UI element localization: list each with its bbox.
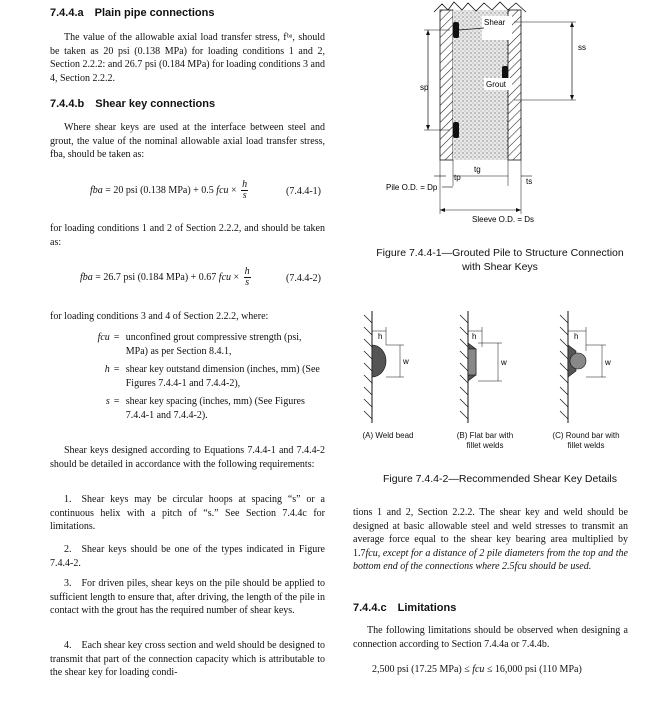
label-sp: sp [420,83,429,92]
limit-left: 2,500 psi (17.25 MPa) ≤ [372,664,473,675]
label-tg: tg [474,165,481,174]
def-equals: = [113,332,120,343]
paragraph-after-eq2: for loading conditions 3 and 4 of Section 2.2.2, where: [50,311,269,322]
equation-number-2: (7.4.4-2) [286,273,321,284]
eq1-times: × [228,184,240,196]
label-grout: Grout [486,80,507,89]
label-sleeve-od: Sleeve O.D. = Ds [472,215,535,224]
figure-1-caption-line-2: with Shear Keys [462,261,538,273]
eq1-numerator: h [242,179,248,190]
equation-number-1: (7.4.4-1) [286,186,321,197]
section-heading-7-4-4-a: 7.4.4.a Plain pipe connections [50,7,215,19]
paragraph-requirements: Shear keys designed according to Equations 7.4.4-1 and 7.4.4-2 should be detailed in accordance with the following requirements: [50,445,325,470]
label-h: h [472,332,477,341]
equation-7-4-4-1 [90,180,248,201]
paragraph-shear-key-intro: Where shear keys are used at the interface between steel and grout, the value of the nominal allowable axial load transfer stress, fba, should be taken as: [50,122,325,161]
paragraph-plain-pipe [50,31,325,85]
eq2-lhs: fba [80,271,93,283]
paragraph-after-eq1: for loading conditions 1 and 2 of Section 2.2.2, and should be taken as: [50,223,325,248]
definition-list [50,331,325,423]
figure-grouted-pile-connection [350,0,650,230]
continuation-fcu-2: fcu [514,561,527,573]
label-w: w [605,358,611,367]
def-text: shear key outstand dimension (inches, mm) (See Figures 7.4.4-1 and 7.4.4-2), [125,364,320,389]
eq1-denominator: s [242,190,247,201]
eq2-fraction [244,267,251,288]
def-symbol: fcu [97,332,110,343]
eq1-fraction [241,180,248,201]
eq1-fcu: fcu [216,184,229,196]
figure-shear-key-details [350,305,650,430]
paragraph-plain-pipe-text: The value of the allowable axial load transfer stress, fᵇᵃ, should be taken as 20 psi (0.138 MPa) for loading conditions 1 and 2, Section 2.2.2: and 26.7 psi (0.184 MPa) for loading conditions 3 and 4, Section 2.2.2. [50,32,325,84]
def-symbol: s [105,396,110,408]
sublabel-flat-bar-line-1: (B) Flat bar with [456,431,514,440]
detail-weld-bead [364,311,409,423]
section-heading-7-4-4-c: 7.4.4.c Limitations [353,602,457,614]
continuation-italic: , except for a distance of 2 pile diameters from the top and the bottom end of the connections where 2.5 [353,547,628,573]
definition-h [50,363,325,390]
eq2-denominator: s [245,277,250,288]
continuation-end: should be used. [526,561,592,573]
requirement-item-3: 3. For driven piles, shear keys on the pile should be applied to sufficient length to ensure that, after driving, the length of the pile in contact with the grout has the required number of shear keys. [50,578,325,617]
eq1-lhs: fba [90,184,103,196]
limitation-inequality [372,664,582,675]
label-w: w [403,357,409,366]
def-text: unconfined grout compressive strength (psi, MPa) as per Section 8.4.1, [125,332,302,357]
detail-flat-bar [460,311,507,423]
eq2-times: × [231,271,242,283]
requirement-item-1: 1. Shear keys may be circular hoops at spacing “s” or a continuous helix with a pitch of “s.” See Section 7.4.4c for limitations. [50,494,325,533]
figure-1-caption [350,246,650,274]
eq1-body: = 20 psi (0.138 MPa) + 0.5 [102,184,217,196]
shear-key [453,22,459,38]
label-shear: Shear [484,18,506,27]
label-h: h [574,332,579,341]
shear-key [453,122,459,138]
sublabel-weld-bead: (A) Weld bead [362,431,414,440]
sublabel-round-bar-line-2: fillet welds [567,441,605,450]
definition-fcu [50,331,325,358]
continuation-fcu: fcu [365,547,378,559]
limit-fcu: fcu [472,664,485,675]
label-ss: ss [578,43,586,52]
requirement-item-2: 2. Shear keys should be one of the types indicated in Figure 7.4.4-2. [50,544,325,569]
label-tp: tp [454,173,461,182]
paragraph-limitations: The following limitations should be observed when designing a connection according to Section 7.4.4a or 7.4.4b. [353,625,628,650]
label-pile-od: Pile O.D. = Dp [386,183,438,192]
label-w: w [501,358,507,367]
label-ts: ts [526,177,533,186]
def-equals: = [113,364,120,376]
sublabel-round-bar [538,431,634,451]
def-text: shear key spacing (inches, mm) (See Figures 7.4.4-1 and 7.4.4-2). [125,396,305,421]
detail-round-bar [560,311,611,423]
sublabel-flat-bar [440,431,530,451]
figure-1-caption-line-1: Figure 7.4.4-1—Grouted Pile to Structure Connection [376,247,624,259]
limit-right: ≤ 16,000 psi (110 MPa) [484,664,582,675]
label-h: h [378,332,383,341]
pile-wall [440,10,453,160]
requirement-item-4: 4. Each shear key cross section and weld should be designed to transmit that part of the connection capacity which is attributable to the shear key for loading condi- [50,640,325,679]
eq2-fcu: fcu [218,271,232,283]
sublabel-flat-bar-line-2: fillet welds [466,441,504,450]
section-heading-7-4-4-b: 7.4.4.b Shear key connections [50,98,216,110]
continuation-text: tions 1 and 2, Section 2.2.2. The shear key and weld should be designed at basic allowable steel and weld stresses to transmit an average force equal to the shear key bearing area multiplied by 1.7 [353,507,628,559]
paragraph-continuation [353,506,628,574]
def-symbol: h [104,364,110,376]
definition-s [50,395,325,422]
def-equals: = [113,396,120,408]
eq2-numerator: h [244,266,250,277]
figure-2-caption: Figure 7.4.4-2—Recommended Shear Key Details [382,473,618,485]
equation-7-4-4-2 [80,267,251,288]
eq2-body: = 26.7 psi (0.184 MPa) + 0.67 [92,271,219,283]
sublabel-round-bar-line-1: (C) Round bar with [552,431,620,440]
